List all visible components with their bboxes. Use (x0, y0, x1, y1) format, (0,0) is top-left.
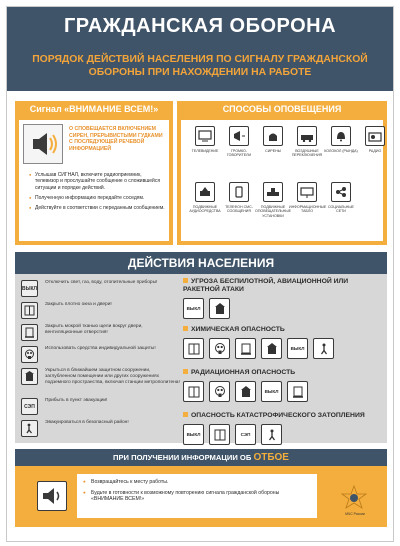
evacuate-icon (313, 338, 334, 359)
danger-title: УГРОЗА БЕСПИЛОТНОЙ, АВИАЦИОННОЙ ИЛИ РАКЕТНОЙ АТАКИ (183, 278, 383, 294)
tv-icon (195, 126, 215, 146)
info-panel (15, 449, 387, 527)
evacuation-point-icon: СЭП (235, 424, 256, 445)
methods-body (181, 120, 383, 241)
header (7, 7, 393, 91)
action-item: Использовать средства индивидуальной защиты! (21, 344, 181, 366)
shelter-icon (261, 338, 282, 359)
method-item: ТЕЛЕВИДЕНИЕ (187, 126, 223, 153)
method-item: ПОДВИЖНЫЕ ОПОВЕЩАТЕЛЬНЫЕ УСТАНОВКИ (255, 182, 291, 218)
switch-off-icon: ВЫКЛ (183, 298, 204, 319)
method-item: РАДИО (357, 126, 393, 153)
method-item: СОЦИАЛЬНЫЕ СЕТИ (323, 182, 359, 214)
evacuate-icon (261, 424, 282, 445)
methods-panel (177, 101, 387, 245)
method-item: ГРОМКО- ГОВОРИТЕЛИ (221, 126, 257, 158)
signal-alert-text: О СПОВЕЩАЕТСЯ ВКЛЮЧЕНИЕМ СИРЕН, ПРЕРЫВИСТЫМИ ГУДКАМИ С ПОСЛЕДУЮЩЕЙ РЕЧЕВОЙ ИНФОРМАЦИЕЙ (69, 126, 163, 152)
method-item: КОЛОКОЛ (РЫНДА) (323, 126, 359, 153)
gas-mask-icon (21, 346, 38, 363)
shelter-icon (209, 298, 230, 319)
action-item: Укрыться в ближайшем защитном сооружении, заглубленном помещении или других сооружениях подземного пространства, включая станции метрополитена! (21, 366, 181, 388)
megaphone-icon (229, 126, 249, 146)
signal-body (19, 120, 169, 241)
danger-title: РАДИАЦИОННАЯ ОПАСНОСТЬ (183, 369, 383, 377)
loudspeaker-car-icon (263, 182, 283, 202)
close-window-icon (21, 302, 38, 319)
method-item: ПОДВИЖНЫЕ АУДИОСРЕДСТВА (187, 182, 223, 214)
actions-list (21, 278, 181, 439)
page-subtitle: ПОРЯДОК ДЕЙСТВИЙ НАСЕЛЕНИЯ ПО СИГНАЛУ ГРАЖДАНСКОЙ ОБОРОНЫ ПРИ НАХОЖДЕНИИ НА РАБОТЕ (32, 54, 368, 78)
danger-title: ОПАСНОСТЬ КАТАСТРОФИЧЕСКОГО ЗАТОПЛЕНИЯ (183, 412, 383, 420)
shelter-icon (235, 381, 256, 402)
signal-steps (29, 172, 165, 215)
actions-panel (15, 252, 387, 443)
method-item: ИНФОРМАЦИОННЫЕ ТАБЛО (289, 182, 325, 214)
mchs-emblem-icon (337, 483, 371, 513)
evacuation-point-icon: СЭП (21, 398, 38, 415)
bell-icon (331, 126, 351, 146)
signal-step: ● Услышав СИГНАЛ, включите радиоприемник, телевизор и прослушайте сообщение о сложившейся ситуации и порядке действий. (29, 172, 165, 191)
switch-off-icon: ВЫКЛ (287, 338, 308, 359)
methods-heading: СПОСОБЫ ОПОВЕЩЕНИЯ (222, 104, 342, 114)
signal-panel (15, 101, 173, 245)
seal-gaps-icon (235, 338, 256, 359)
mobile-audio-icon (195, 182, 215, 202)
info-heading: ПРИ ПОЛУЧЕНИИ ИНФОРМАЦИИ ОБ ОТБОЕ (15, 449, 387, 466)
close-window-icon (183, 381, 204, 402)
social-network-icon (331, 182, 351, 202)
evacuate-icon (21, 420, 38, 437)
phone-icon (229, 182, 249, 202)
loudspeaker-van-icon (297, 126, 317, 146)
close-window-icon (183, 338, 204, 359)
switch-off-icon: ВЫКЛ (261, 381, 282, 402)
info-heading-emphasis: ОТБОЕ (253, 452, 289, 463)
dangers-section (183, 278, 383, 439)
signal-heading: Сигнал «ВНИМАНИЕ ВСЕМ!» (29, 104, 159, 114)
siren-icon (263, 126, 283, 146)
brand-label: МЧС России (345, 512, 365, 516)
shelter-icon (21, 368, 38, 385)
close-window-icon (209, 424, 230, 445)
info-item: ● Возвращайтесь к месту работы. (83, 479, 311, 486)
signal-alert-row (23, 124, 165, 168)
action-item: Эвакуироваться в безопасный район! (21, 418, 181, 440)
radio-icon (365, 126, 385, 146)
seal-gaps-icon (21, 324, 38, 341)
info-item: ● Будьте в готовности к возможному повторению сигнала гражданской обороны «ВНИМАНИЕ ВСЕМ!» (83, 490, 311, 503)
action-item: СЭП Прибыть в пункт эвакуации! (21, 396, 181, 418)
signal-step: ● Полученную информацию передайте соседям. (29, 195, 165, 201)
actions-heading: ДЕЙСТВИЯ НАСЕЛЕНИЯ (15, 252, 387, 274)
action-item: ВЫКЛ Отключить свет, газ, воду, отопительные приборы! (21, 278, 181, 300)
method-item: ТЕЛЕФОН СМС-СООБЩЕНИЯ (221, 182, 257, 214)
action-item: Закрыть плотно окна и двери! (21, 300, 181, 322)
switch-off-icon: ВЫКЛ (21, 280, 38, 297)
method-item: СИРЕНЫ (255, 126, 291, 153)
danger-title: ХИМИЧЕСКАЯ ОПАСНОСТЬ (183, 326, 383, 334)
signal-step: ● Действуйте в соответствии с переданным сообщением. (29, 205, 165, 211)
info-board-icon (297, 182, 317, 202)
gas-mask-icon (209, 338, 230, 359)
method-item: ВОЗДУШНЫЕ ПЕРЕКЛЮЧЕНИЯ (289, 126, 325, 158)
poster (6, 6, 394, 542)
switch-off-icon: ВЫКЛ (183, 424, 204, 445)
seal-gaps-icon (287, 381, 308, 402)
speaker-icon (37, 481, 67, 511)
gas-mask-icon (209, 381, 230, 402)
loudspeaker-icon (23, 124, 63, 164)
info-list (77, 474, 317, 518)
action-item: Закрыть мокрой тканью щели вокруг двери, вентиляционные отверстия! (21, 322, 181, 344)
page-title: ГРАЖДАНСКАЯ ОБОРОНА (63, 15, 337, 37)
